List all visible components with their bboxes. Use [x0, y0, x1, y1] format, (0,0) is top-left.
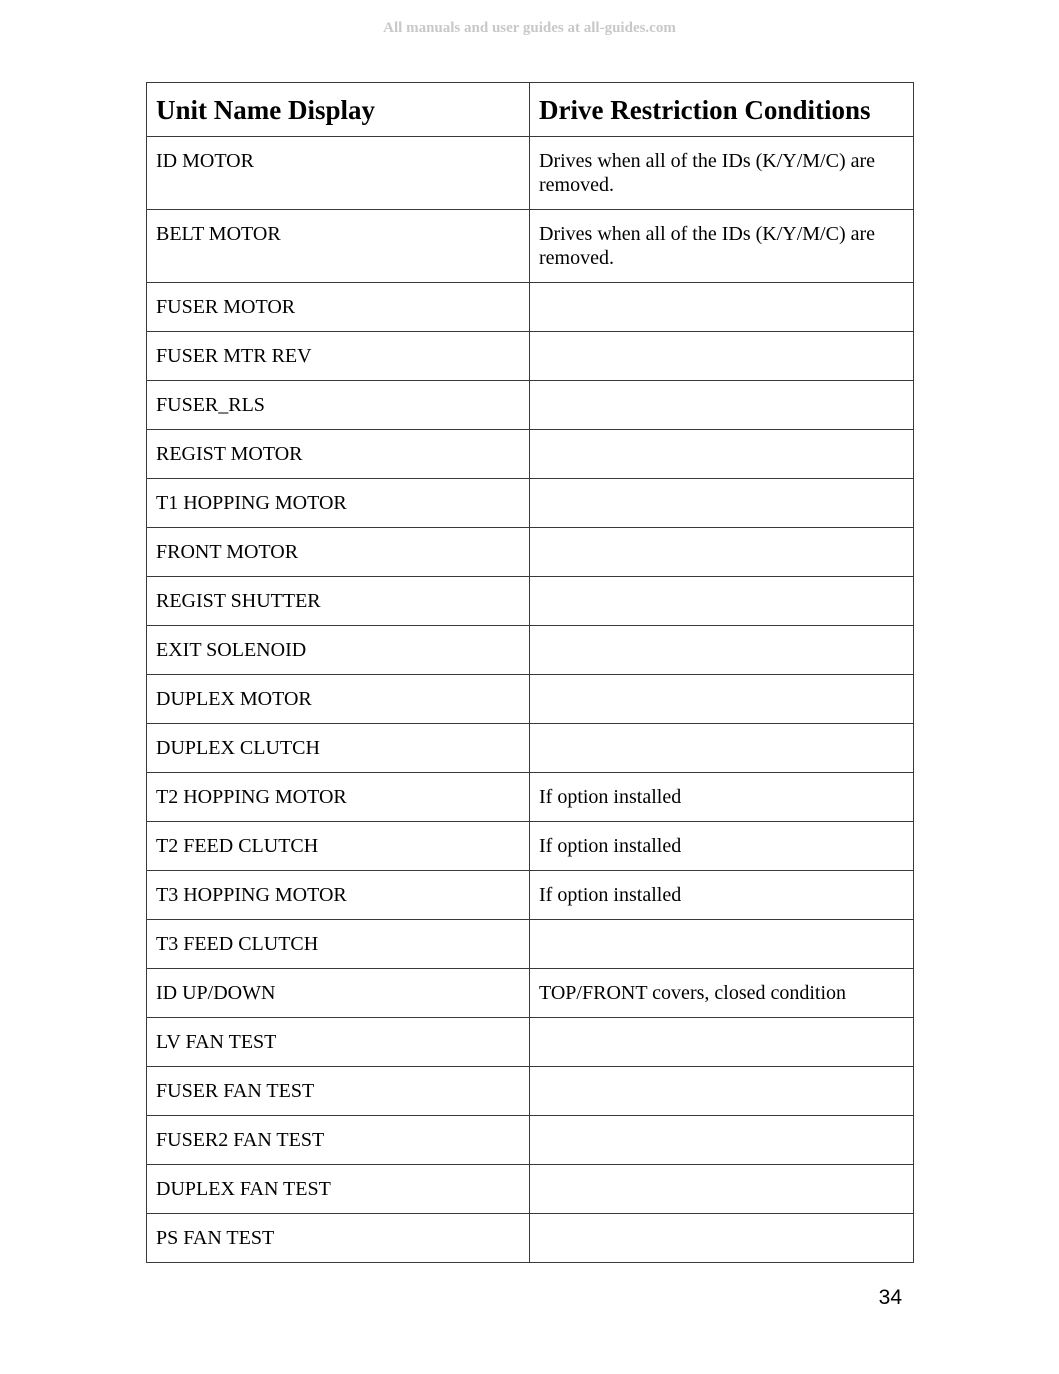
table-row [147, 210, 914, 283]
table-row [147, 675, 914, 724]
unit-name-cell: FRONT MOTOR [147, 528, 530, 577]
table-row [147, 920, 914, 969]
condition-cell [530, 920, 914, 969]
condition-cell [530, 528, 914, 577]
condition-cell: If option installed [530, 773, 914, 822]
unit-name-cell: T2 HOPPING MOTOR [147, 773, 530, 822]
unit-name-cell: T3 HOPPING MOTOR [147, 871, 530, 920]
condition-cell [530, 1214, 914, 1263]
unit-name-cell: LV FAN TEST [147, 1018, 530, 1067]
table-row [147, 773, 914, 822]
condition-cell [530, 626, 914, 675]
table-row [147, 137, 914, 210]
unit-name-cell: DUPLEX MOTOR [147, 675, 530, 724]
unit-name-cell: EXIT SOLENOID [147, 626, 530, 675]
table-row [147, 283, 914, 332]
condition-cell [530, 577, 914, 626]
unit-name-cell: PS FAN TEST [147, 1214, 530, 1263]
condition-cell: Drives when all of the IDs (K/Y/M/C) are removed. [530, 137, 914, 210]
unit-name-cell: FUSER FAN TEST [147, 1067, 530, 1116]
table-row [147, 626, 914, 675]
condition-cell: If option installed [530, 871, 914, 920]
condition-cell [530, 675, 914, 724]
condition-cell [530, 479, 914, 528]
drive-restriction-table [146, 82, 914, 1263]
table-row [147, 1116, 914, 1165]
condition-cell [530, 430, 914, 479]
unit-name-cell: FUSER MOTOR [147, 283, 530, 332]
unit-name-cell: ID UP/DOWN [147, 969, 530, 1018]
table-header-row [147, 83, 914, 137]
unit-name-cell: REGIST MOTOR [147, 430, 530, 479]
unit-name-cell: FUSER2 FAN TEST [147, 1116, 530, 1165]
table-row [147, 528, 914, 577]
table-row [147, 1165, 914, 1214]
condition-cell [530, 283, 914, 332]
condition-cell [530, 381, 914, 430]
unit-name-cell: FUSER_RLS [147, 381, 530, 430]
unit-name-cell: REGIST SHUTTER [147, 577, 530, 626]
condition-cell [530, 332, 914, 381]
table-row [147, 479, 914, 528]
unit-name-cell: FUSER MTR REV [147, 332, 530, 381]
table-row [147, 1214, 914, 1263]
table-row [147, 430, 914, 479]
unit-name-cell: T3 FEED CLUTCH [147, 920, 530, 969]
table-row [147, 724, 914, 773]
unit-name-cell: BELT MOTOR [147, 210, 530, 283]
table-row [147, 1018, 914, 1067]
unit-name-cell: T2 FEED CLUTCH [147, 822, 530, 871]
condition-cell: Drives when all of the IDs (K/Y/M/C) are removed. [530, 210, 914, 283]
table-row [147, 577, 914, 626]
condition-cell [530, 1018, 914, 1067]
header-drive-restriction: Drive Restriction Conditions [530, 83, 914, 137]
table-row [147, 381, 914, 430]
condition-cell [530, 1116, 914, 1165]
watermark: All manuals and user guides at all-guides.com [383, 20, 676, 36]
condition-cell [530, 1067, 914, 1116]
page-number: 34 [878, 1286, 902, 1309]
unit-name-cell: DUPLEX FAN TEST [147, 1165, 530, 1214]
header-unit-name: Unit Name Display [147, 83, 530, 137]
table-row [147, 871, 914, 920]
table-row [147, 332, 914, 381]
condition-cell: TOP/FRONT covers, closed condition [530, 969, 914, 1018]
table-row [147, 969, 914, 1018]
condition-cell: If option installed [530, 822, 914, 871]
condition-cell [530, 724, 914, 773]
table-row [147, 1067, 914, 1116]
condition-cell [530, 1165, 914, 1214]
table-row [147, 822, 914, 871]
unit-name-cell: T1 HOPPING MOTOR [147, 479, 530, 528]
unit-name-cell: ID MOTOR [147, 137, 530, 210]
unit-name-cell: DUPLEX CLUTCH [147, 724, 530, 773]
